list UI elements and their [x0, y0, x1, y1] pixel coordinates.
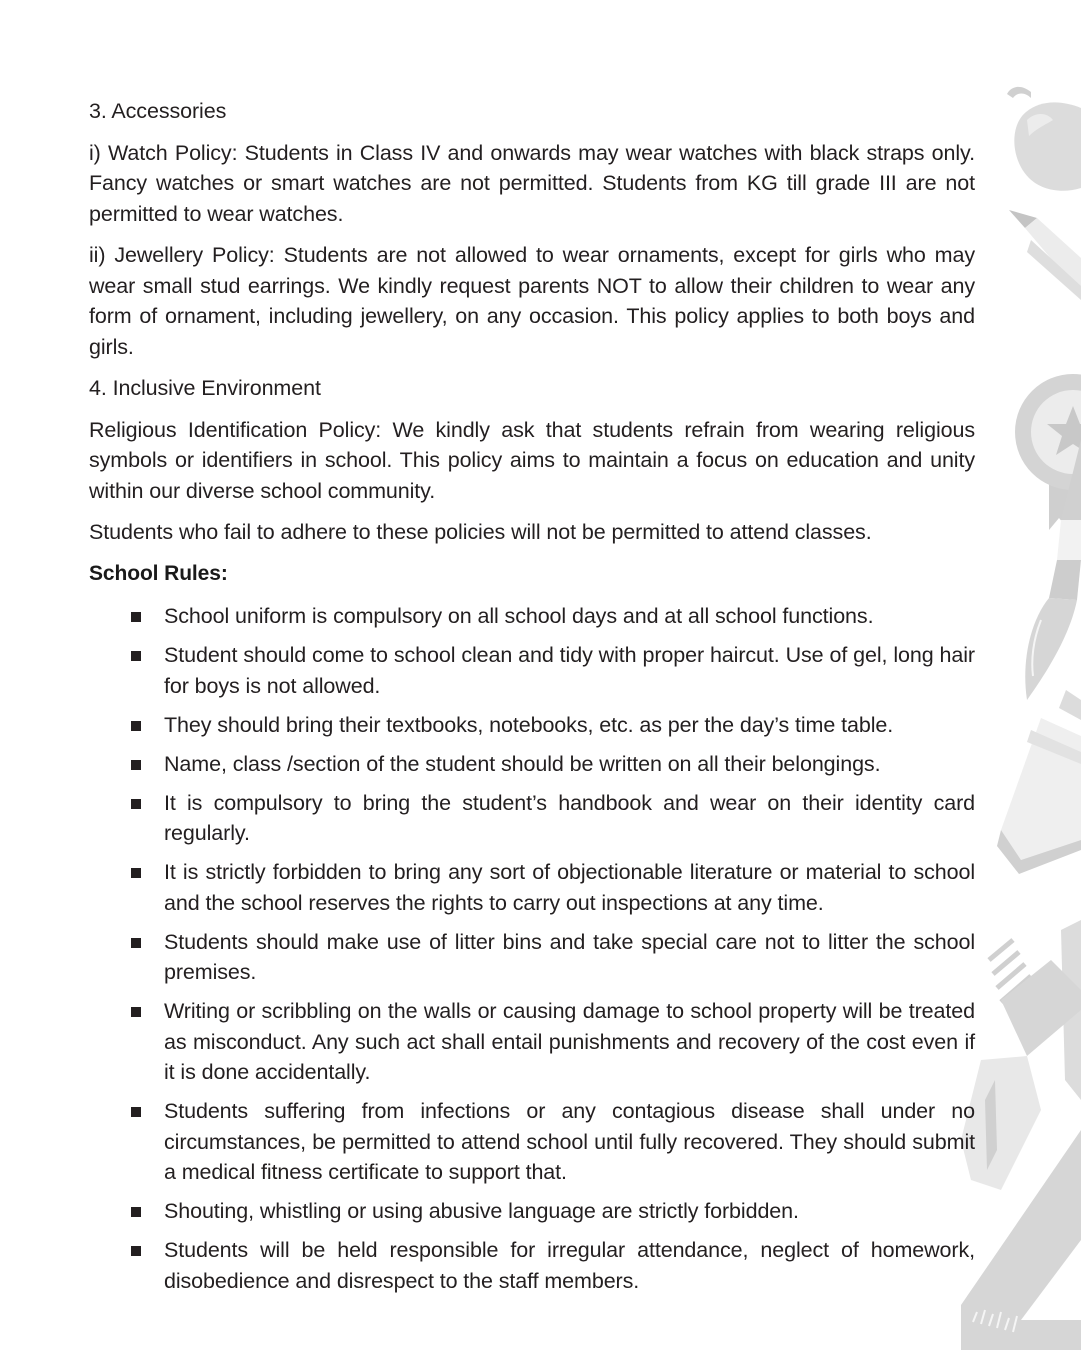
list-item	[164, 1196, 975, 1227]
pencil-icon	[1009, 210, 1081, 300]
list-item	[164, 927, 975, 988]
accessories-section	[89, 96, 975, 362]
inclusive-environment-heading: 4. Inclusive Environment	[89, 376, 321, 400]
religious-identification-paragraph: Religious Identification Policy: We kindly ask that students refrain from wearing religious symbols or identifiers in school. This policy aims to maintain a focus on education and unity within our diverse school community.	[89, 417, 975, 503]
list-item	[164, 749, 975, 780]
rule-text: Shouting, whistling or using abusive language are strictly forbidden.	[164, 1199, 799, 1223]
square-bullet-icon	[131, 612, 141, 622]
rule-text: They should bring their textbooks, notebooks, etc. as per the day’s time table.	[164, 712, 894, 737]
square-bullet-icon	[131, 721, 141, 731]
square-bullet-icon	[131, 1246, 141, 1256]
square-bullet-icon	[131, 799, 141, 809]
square-bullet-icon	[131, 651, 141, 661]
school-rules-section	[89, 559, 975, 1297]
list-item	[164, 996, 975, 1088]
school-rules-list	[89, 601, 975, 1296]
list-item	[164, 1096, 975, 1188]
square-bullet-icon	[131, 868, 141, 878]
apple-icon	[1007, 87, 1081, 191]
list-item	[164, 710, 975, 741]
list-item	[164, 857, 975, 918]
rule-text: Students should make use of litter bins and take special care not to litter the school premises.	[164, 929, 975, 984]
compliance-note: Students who fail to adhere to these policies will not be permitted to attend classes.	[89, 520, 872, 544]
school-rules-heading: School Rules:	[89, 561, 228, 585]
rule-text: Student should come to school clean and tidy with proper haircut. Use of gel, long hair for boys is not allowed.	[164, 643, 975, 698]
list-item	[164, 640, 975, 701]
watch-policy-paragraph: i) Watch Policy: Students in Class IV and onwards may wear watches with black straps only. Fancy watches or smart watches are not permitted. Students from KG till grade III are not permitted to wear watches.	[89, 140, 975, 226]
jewellery-policy-paragraph: ii) Jewellery Policy: Students are not allowed to wear ornaments, except for girls who may wear small stud earrings. We kindly request parents NOT to allow their children to wear any form of ornament, including jewellery, on any occasion. This policy applies to both boys and girls.	[89, 243, 975, 359]
rule-text: Students suffering from infections or any contagious disease shall under no circumstances, be permitted to attend school until fully recovered. They should submit a medical fitness certificate to support that.	[164, 1099, 975, 1184]
list-item	[164, 788, 975, 849]
inclusive-environment-section	[89, 373, 975, 548]
rule-text: Writing or scribbling on the walls or causing damage to school property will be treated as misconduct. Any such act shall entail punishments and recovery of the cost even if it is done accidentally.	[164, 999, 975, 1084]
rule-text: It is compulsory to bring the student’s handbook and wear on their identity card regularly.	[164, 790, 975, 845]
document-body	[89, 96, 975, 1305]
rule-text: Students will be held responsible for irregular attendance, neglect of homework, disobedience and disrespect to the staff members.	[164, 1238, 975, 1293]
rule-text: It is strictly forbidden to bring any sort of objectionable literature or material to school and the school reserves the rights to carry out inspections at any time.	[164, 860, 975, 915]
list-item	[164, 601, 975, 632]
list-item	[164, 1235, 975, 1296]
square-bullet-icon	[131, 760, 141, 770]
square-bullet-icon	[131, 1007, 141, 1017]
square-bullet-icon	[131, 1107, 141, 1117]
rule-text: Name, class /section of the student should be written on all their belongings.	[164, 751, 881, 776]
marker-icon	[997, 690, 1081, 874]
square-bullet-icon	[131, 1207, 141, 1217]
pen-icon	[961, 920, 1081, 1190]
rule-text: School uniform is compulsory on all school days and at all school functions.	[164, 604, 874, 628]
accessories-heading: 3. Accessories	[89, 99, 227, 123]
square-bullet-icon	[131, 938, 141, 948]
